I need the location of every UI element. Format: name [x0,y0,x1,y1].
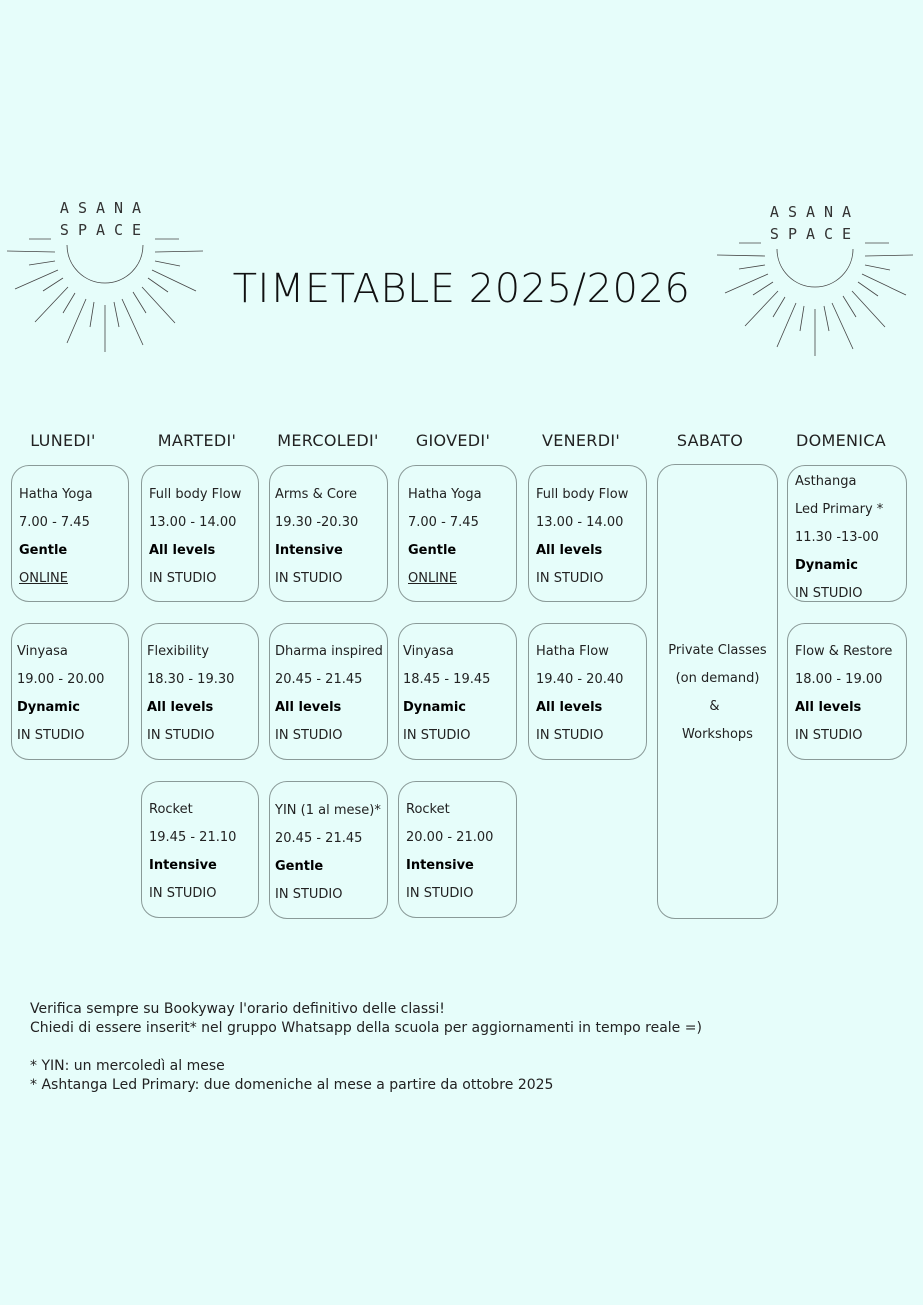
class-card [141,623,259,760]
day-header-venerdi: VENERDI' [541,431,621,450]
class-time: 19.00 - 20.00 [17,672,105,687]
class-mode: IN STUDIO [147,728,215,743]
class-name: Asthanga [795,474,857,489]
class-level: All levels [147,700,214,715]
class-time: 20.00 - 21.00 [406,830,494,845]
class-name: YIN (1 al mese)* [275,803,381,818]
day-header-giovedi: GIOVEDI' [415,431,491,450]
class-mode: IN STUDIO [149,886,217,901]
sabato-line: (on demand) [675,671,760,686]
class-mode: IN STUDIO [536,728,604,743]
class-level: Gentle [408,543,457,558]
class-level: Gentle [19,543,68,558]
class-level: Gentle [275,859,324,874]
class-card [787,623,907,760]
class-card [528,623,647,760]
sabato-line: Workshops [682,727,753,742]
class-card [11,465,129,602]
class-level: Intensive [406,858,474,873]
class-time: 20.45 - 21.45 [275,831,363,846]
class-level: Intensive [149,858,217,873]
class-mode: IN STUDIO [795,728,863,743]
sabato-card [657,464,778,919]
class-name: Vinyasa [403,644,454,659]
class-name: Dharma inspired [275,644,383,659]
class-time: 19.45 - 21.10 [149,830,237,845]
class-mode: IN STUDIO [17,728,85,743]
class-time: 18.00 - 19.00 [795,672,883,687]
class-time: 19.30 -20.30 [275,515,359,530]
sabato-line: Private Classes [668,643,767,658]
class-name: Arms & Core [275,487,357,502]
class-name: Flexibility [147,644,210,659]
class-name: Hatha Flow [536,644,609,659]
class-name: Hatha Yoga [19,487,93,502]
note-line: * YIN: un mercoledì al mese [30,1058,225,1074]
class-level: All levels [275,700,342,715]
class-card [11,623,129,760]
class-time: 7.00 - 7.45 [19,515,90,530]
class-name: Rocket [149,802,193,817]
class-mode: IN STUDIO [406,886,474,901]
class-card [398,781,517,918]
class-mode: ONLINE [19,571,68,586]
logo-line1: ASANA [769,203,861,221]
class-time: 18.45 - 19.45 [403,672,491,687]
day-header-mercoledi: MERCOLEDI' [277,431,379,450]
class-mode: IN STUDIO [149,571,217,586]
class-level: All levels [536,543,603,558]
logo-line1: ASANA [59,199,151,217]
note-line: Verifica sempre su Bookyway l'orario definitivo delle classi! [30,1001,445,1017]
class-time: 13.00 - 14.00 [536,515,624,530]
class-mode: IN STUDIO [275,571,343,586]
sabato-line: & [709,699,720,714]
page-title: TIMETABLE 2025/2026 [232,266,691,312]
class-name: Full body Flow [149,487,242,502]
class-card [398,465,517,602]
class-level: All levels [536,700,603,715]
day-header-domenica: DOMENICA [795,431,887,450]
class-mode: IN STUDIO [403,728,471,743]
logo-line2: SPACE [59,221,151,239]
class-level: Intensive [275,543,343,558]
class-level: All levels [795,700,862,715]
class-mode: IN STUDIO [275,887,343,902]
day-header-martedi: MARTEDI' [157,431,237,450]
class-card [269,781,388,919]
class-mode: ONLINE [408,571,457,586]
class-card [269,623,388,760]
class-name: Full body Flow [536,487,629,502]
class-name: Hatha Yoga [408,487,482,502]
logo-line2: SPACE [769,225,861,243]
day-header-lunedi: LUNEDI' [30,431,96,450]
note-line: Chiedi di essere inserit* nel gruppo Whatsapp della scuola per aggiornamenti in tempo reale =) [30,1020,702,1036]
class-mode: IN STUDIO [795,586,863,601]
class-mode: IN STUDIO [536,571,604,586]
class-card [141,465,259,602]
class-time: 19.40 - 20.40 [536,672,624,687]
class-card [141,781,259,918]
class-card [787,465,907,602]
class-time: 11.30 -13-00 [795,530,879,545]
note-line: * Ashtanga Led Primary: due domeniche al mese a partire da ottobre 2025 [30,1077,554,1093]
class-level: Dynamic [795,558,859,573]
class-level: All levels [149,543,216,558]
class-time: 7.00 - 7.45 [408,515,479,530]
class-card [269,465,388,602]
class-name: Rocket [406,802,450,817]
class-time: 13.00 - 14.00 [149,515,237,530]
class-card [398,623,517,760]
class-mode: IN STUDIO [275,728,343,743]
class-card [528,465,647,602]
class-time: 18.30 - 19.30 [147,672,235,687]
class-name: Vinyasa [17,644,68,659]
class-name: Flow & Restore [795,644,893,659]
class-time: 20.45 - 21.45 [275,672,363,687]
day-header-sabato: SABATO [676,431,744,450]
class-level: Dynamic [403,700,467,715]
class-level: Dynamic [17,700,81,715]
class-name: Led Primary * [795,502,884,517]
